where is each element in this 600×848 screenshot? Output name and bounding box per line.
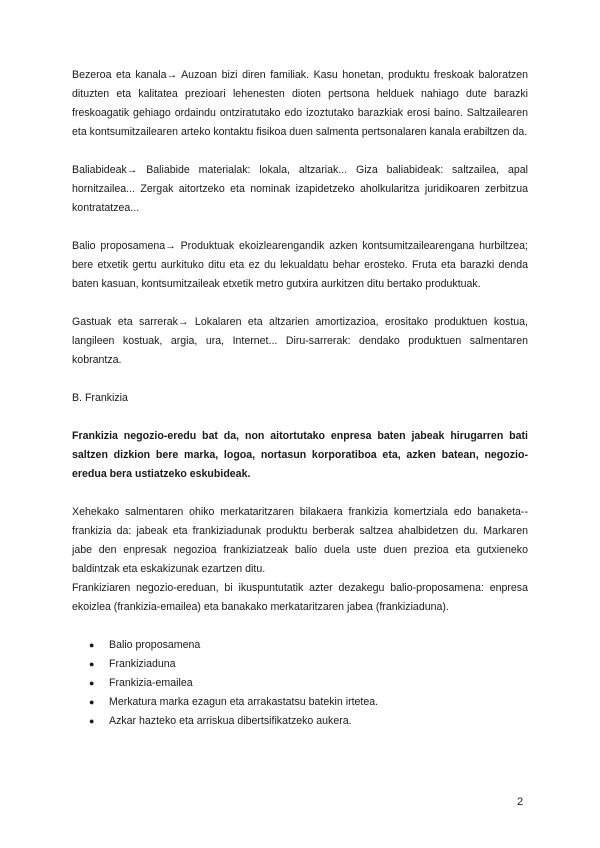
paragraph-franchise-definition: Frankizia negozio-eredu bat da, non aitortutako enpresa baten jabeak hirugarren bati saltzen dizkion bere marka, logoa, nortasun korporatiboa eta, azken batean, negozio-eredua bera ustiatzeko eskubideak.: [72, 430, 528, 480]
list-item-text: Frankizia-emailea: [109, 677, 193, 689]
paragraph-customer-channel: Bezeroa eta kanala→ Auzoan bizi diren familiak. Kasu honetan, produktu freskoak baloratzen dituzten eta kalitatea prezioari lehenesten dioten pertsona helduek nahiago dute barazki freskoagatik gehiago ordaindu ontziratutako edo izoztutako barazkiak erosi baino. Saltzailearen eta kontsumitzailearen arteko kontaktu fisikoa duen salmenta pertsonalaren kanala erabiltzen da.: [72, 69, 528, 138]
paragraph-franchise-evolution: Xehekako salmentaren ohiko merkataritzaren bilakaera frankizia komertziala edo banaketa--frankizia da: jabeak eta frankiziadunak produktu berberak saltzea ahalbidetzen du. Markaren jabe den enpresak negozioa frankiziatzeak balio duela uste duen prezioa eta gutxieneko baldintzak eta eskakizunak ezartzen ditu.: [72, 506, 528, 575]
page-number: 2: [517, 796, 524, 808]
bullet-icon: ●: [89, 697, 95, 707]
paragraph-franchise-viewpoints: Frankiziaren negozio-ereduan, bi ikuspuntutatik azter dezakegu balio-proposamena: enpresa ekoizlea (frankizia-emailea) eta banakako merkataritzaren jabea (frankiziaduna).: [72, 582, 528, 613]
bullet-icon: ●: [89, 640, 95, 650]
bullet-icon: ●: [89, 678, 95, 688]
list-item-text: Balio proposamena: [109, 639, 201, 651]
bullet-icon: ●: [89, 659, 95, 669]
list-item: [72, 693, 528, 712]
bullet-icon: ●: [89, 716, 95, 726]
list-item: [72, 636, 528, 655]
list-item: [72, 655, 528, 674]
list-item-text: Azkar hazteko eta arriskua dibertsifikatzeko aukera.: [109, 715, 352, 727]
paragraph-costs-revenue: Gastuak eta sarrerak→ Lokalaren eta altzarien amortizazioa, erositako produktuen kostua, langileen kostuak, argia, ura, Internet... Diru-sarrerak: dendako produktuen salmentaren kobrantza.: [72, 316, 528, 366]
paragraph-resources: Baliabideak→ Baliabide materialak: lokala, altzariak... Giza baliabideak: saltzailea, apal hornitzailea... Zergak aitortzeko eta nominak izapidetzeko aholkularitza juridikoaren zerbitzua kontratatzea...: [72, 164, 528, 214]
bullet-list: [72, 636, 528, 731]
paragraph-value-proposition: Balio proposamena→ Produktuak ekoizlearengandik azken kontsumitzailearengana hurbiltzea; bere etxetik gertu aurkituko ditu eta ez du lekualdatu behar erosteko. Fruta eta barazki denda baten kasuan, kontsumitzaileak etxetik metro gutxira aurkitzen ditu bertako produktuak.: [72, 240, 528, 290]
document-page: [72, 66, 528, 731]
list-item: [72, 674, 528, 693]
list-item-text: Frankiziaduna: [109, 658, 176, 670]
list-item: [72, 712, 528, 731]
section-heading: B. Frankizia: [72, 392, 128, 404]
list-item-text: Merkatura marka ezagun eta arrakastatsu batekin irtetea.: [109, 696, 379, 708]
